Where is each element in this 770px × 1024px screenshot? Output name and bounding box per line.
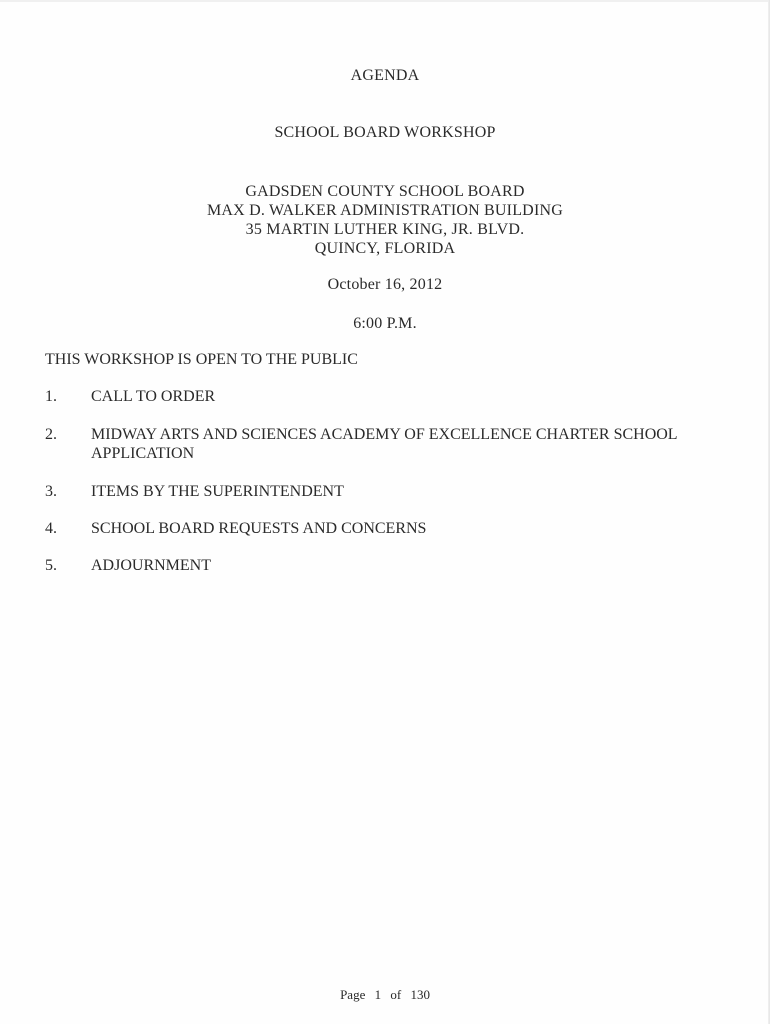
agenda-item-number: 5. [45,557,57,574]
address-line-building: MAX D. WALKER ADMINISTRATION BUILDING [207,202,563,219]
address-line-organization: GADSDEN COUNTY SCHOOL BOARD [245,183,525,200]
page-number: 1 [374,987,382,1002]
meeting-date: October 16, 2012 [327,276,443,293]
agenda-item-text: ITEMS BY THE SUPERINTENDENT [91,483,344,500]
page-top-edge [0,0,770,2]
page-footer [0,987,770,1003]
agenda-item-text: CALL TO ORDER [91,388,216,405]
agenda-item-number: 4. [45,520,57,537]
public-notice: THIS WORKSHOP IS OPEN TO THE PUBLIC [45,351,358,368]
workshop-subtitle: SCHOOL BOARD WORKSHOP [274,124,496,141]
agenda-item-number: 2. [45,426,57,443]
page-total: 130 [410,987,430,1002]
agenda-item-text: SCHOOL BOARD REQUESTS AND CONCERNS [91,520,427,537]
agenda-item-text: ADJOURNMENT [91,557,211,574]
agenda-item-number: 3. [45,483,57,500]
page-label: Page [340,987,366,1002]
address-line-street: 35 MARTIN LUTHER KING, JR. BLVD. [245,221,525,238]
agenda-item-number: 1. [45,388,57,405]
meeting-time: 6:00 P.M. [353,315,417,332]
of-label: of [390,987,402,1002]
agenda-item-text: MIDWAY ARTS AND SCIENCES ACADEMY OF EXCELLENCE CHARTER SCHOOL APPLICATION [91,426,677,462]
address-line-city: QUINCY, FLORIDA [314,240,456,257]
agenda-title: AGENDA [350,67,420,84]
